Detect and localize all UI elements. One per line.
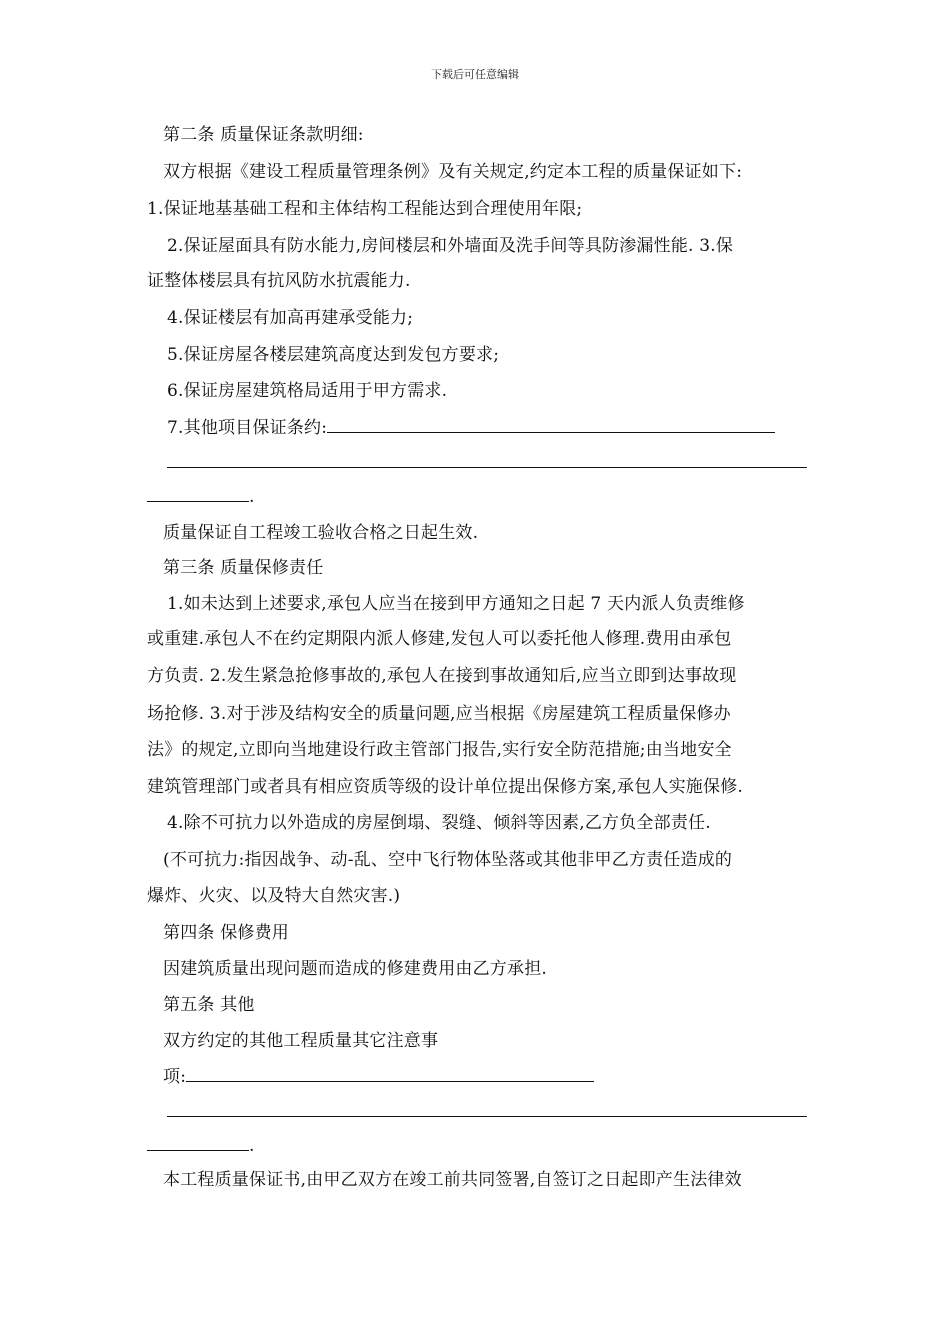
paragraph-line: 质量保证自工程竣工验收合格之日起生效. (163, 523, 479, 543)
paragraph-line: 法》的规定,立即向当地建设行政主管部门报告,实行安全防范措施;由当地安全 (147, 740, 732, 760)
page-header: 下载后可任意编辑 (431, 68, 519, 81)
paragraph-line: 6.保证房屋建筑格局适用于甲方需求. (167, 381, 448, 401)
article-2-heading: 第二条 质量保证条款明细: (163, 125, 364, 145)
item-label: 项: (163, 1067, 187, 1087)
paragraph-line: 场抢修. 3.对于涉及结构安全的质量问题,应当根据《房屋建筑工程质量保修办 (147, 704, 731, 724)
article-4-heading: 第四条 保修费用 (163, 923, 290, 943)
fill-in-blank[interactable] (147, 485, 249, 502)
paragraph-line: 双方根据《建设工程质量管理条例》及有关规定,约定本工程的质量保证如下: (163, 162, 743, 182)
paragraph-line: 爆炸、火灾、以及特大自然灾害.) (147, 886, 401, 906)
paragraph-line: 证整体楼层具有抗风防水抗震能力. (147, 271, 411, 291)
fill-in-blank-line (147, 485, 255, 508)
fill-in-blank-line[interactable] (167, 1100, 807, 1123)
fill-in-blank-line[interactable] (167, 451, 807, 474)
paragraph-line: 4.除不可抗力以外造成的房屋倒塌、裂缝、倾斜等因素,乙方负全部责任. (167, 813, 711, 833)
paragraph-line: (不可抗力:指因战争、动-乱、空中飞行物体坠落或其他非甲乙方责任造成的 (163, 850, 733, 870)
paragraph-line: 2.保证屋面具有防水能力,房间楼层和外墙面及洗手间等具防渗漏性能. 3.保 (167, 236, 734, 256)
fill-in-blank-line (147, 1134, 255, 1157)
paragraph-line: 因建筑质量出现问题而造成的修建费用由乙方承担. (163, 959, 548, 979)
article-5-heading: 第五条 其他 (163, 995, 255, 1015)
fill-in-blank[interactable] (167, 1100, 807, 1117)
paragraph-line: 5.保证房屋各楼层建筑高度达到发包方要求; (167, 345, 500, 365)
paragraph-line (163, 1065, 594, 1088)
fill-in-blank[interactable] (327, 416, 775, 433)
article-3-heading: 第三条 质量保修责任 (163, 558, 324, 578)
fill-in-blank[interactable] (167, 451, 807, 468)
paragraph-line: 1.如未达到上述要求,承包人应当在接到甲方通知之日起 7 天内派人负责维修 (167, 594, 745, 614)
other-guarantee-label: 7.其他项目保证条约: (167, 418, 328, 438)
paragraph-line: 1.保证地基基础工程和主体结构工程能达到合理使用年限; (147, 199, 583, 219)
paragraph-line: 建筑管理部门或者具有相应资质等级的设计单位提出保修方案,承包人实施保修. (147, 777, 744, 797)
paragraph-line (167, 416, 775, 439)
paragraph-line: 4.保证楼层有加高再建承受能力; (167, 308, 414, 328)
fill-in-blank[interactable] (147, 1134, 249, 1151)
paragraph-line: 本工程质量保证书,由甲乙双方在竣工前共同签署,自签订之日起即产生法律效 (163, 1170, 742, 1190)
paragraph-line: 方负责. 2.发生紧急抢修事故的,承包人在接到事故通知后,应当立即到达事故现 (147, 666, 737, 686)
fill-in-blank[interactable] (186, 1065, 594, 1082)
paragraph-line: 双方约定的其他工程质量其它注意事 (163, 1031, 439, 1051)
period: . (249, 1136, 255, 1156)
paragraph-line: 或重建.承包人不在约定期限内派人修建,发包人可以委托他人修理.费用由承包 (147, 629, 732, 649)
period: . (249, 487, 255, 507)
